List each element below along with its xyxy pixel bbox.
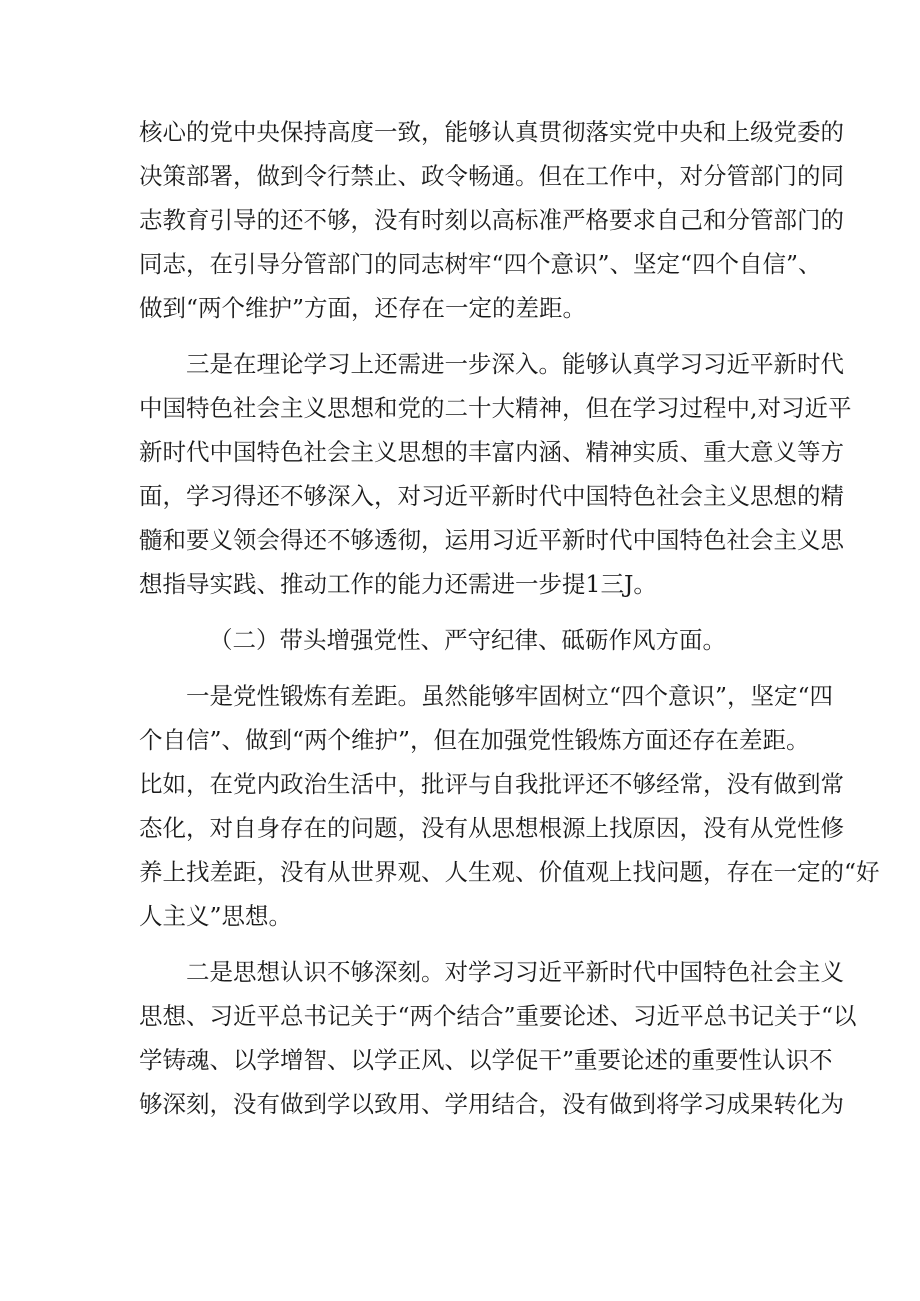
- text-line: 核心的党中央保持高度一致，能够认真贯彻落实党中央和上级党委的: [139, 118, 844, 146]
- text-line: 同志，在引导分管部门的同志树牢“四个意识”、坚定“四个自信”、: [139, 250, 822, 278]
- text-line: 养上找差距，没有从世界观、人生观、价值观上找问题，存在一定的“好: [139, 858, 880, 886]
- text-line: 人主义”思想。: [139, 902, 293, 930]
- paragraph-4: [139, 950, 857, 1126]
- heading-line: （二）带头增强党性、严守纪律、砥砺作风方面。: [209, 626, 726, 654]
- text-line: 髓和要义领会得还不够透彻，运用习近平新时代中国特色社会主义思: [139, 526, 844, 554]
- text-line: 做到“两个维护”方面，还存在一定的差距。: [139, 294, 587, 322]
- text-line: 决策部署，做到令行禁止、政令畅通。但在工作中，对分管部门的同: [139, 162, 844, 190]
- text-line: 够深刻，没有做到学以致用、学用结合，没有做到将学习成果转化为: [139, 1090, 844, 1118]
- text-line: 思想、习近平总书记关于“两个结合”重要论述、习近平总书记关于“以: [139, 1002, 857, 1030]
- text-line: 想指导实践、推动工作的能力还需进一步提1三J。: [139, 570, 657, 598]
- section-heading: [139, 618, 804, 662]
- text-line: 二是思想认识不够深刻。对学习习近平新时代中国特色社会主义: [186, 958, 844, 986]
- paragraph-1: [139, 110, 844, 330]
- paragraph-3: [139, 674, 880, 938]
- text-line: 三是在理论学习上还需进一步深入。能够认真学习习近平新时代: [186, 350, 844, 378]
- text-line: 个自信”、做到“两个维护”，但在加强党性锻炼方面还存在差距。: [139, 726, 810, 754]
- text-line: 新时代中国特色社会主义思想的丰富内涵、精神实质、重大意义等方: [139, 438, 844, 466]
- text-line: 态化，对自身存在的问题，没有从思想根源上找原因，没有从党性修: [139, 814, 844, 842]
- text-line: 面，学习得还不够深入，对习近平新时代中国特色社会主义思想的精: [139, 482, 844, 510]
- body-text: [139, 110, 880, 1126]
- text-line: 志教育引导的还不够，没有时刻以高标准严格要求自己和分管部门的: [139, 206, 844, 234]
- text-line: 学铸魂、以学增智、以学正风、以学促干”重要论述的重要性认识不: [139, 1046, 833, 1074]
- text-line: 比如，在党内政治生活中，批评与自我批评还不够经常，没有做到常: [139, 770, 844, 798]
- text-line: 一是党性锻炼有差距。虽然能够牢固树立“四个意识”，坚定“四: [186, 682, 834, 710]
- paragraph-2: [139, 342, 852, 606]
- text-line: 中国特色社会主义思想和党的二十大精神，但在学习过程中,对习近平: [139, 394, 852, 422]
